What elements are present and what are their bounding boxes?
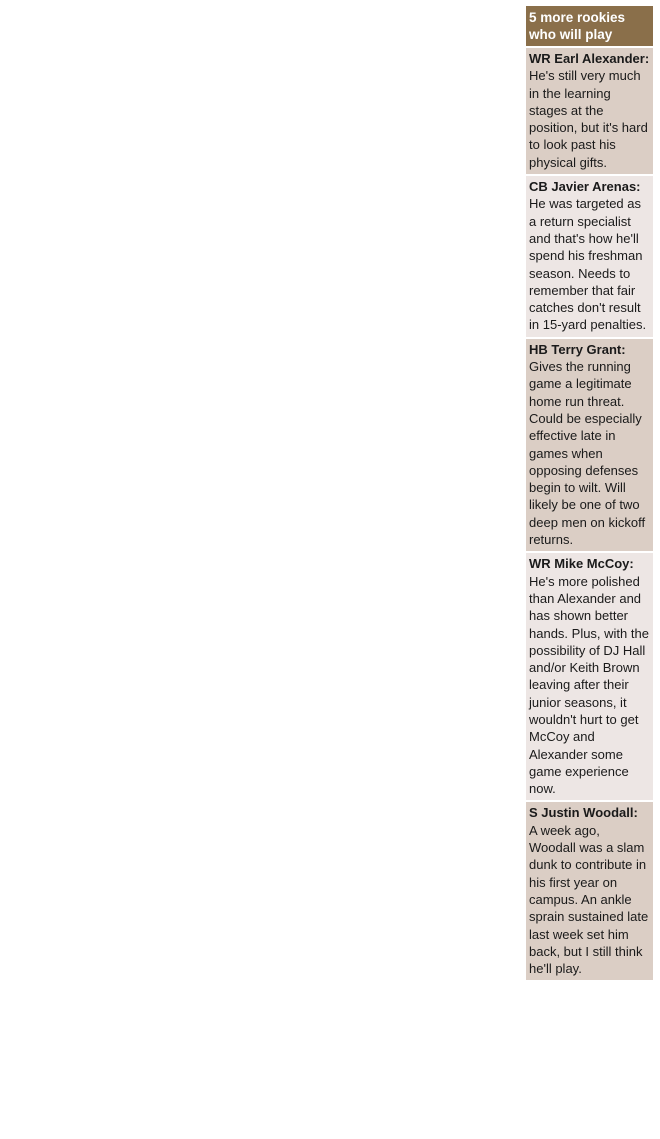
rookie-entry bbox=[526, 551, 653, 800]
rookie-name: WR Mike McCoy: bbox=[529, 556, 634, 572]
rookie-entry bbox=[526, 800, 653, 980]
rookie-entry bbox=[526, 174, 653, 337]
rookie-name: CB Javier Arenas: bbox=[529, 179, 641, 195]
rookie-name: S Justin Woodall: bbox=[529, 805, 638, 821]
rookie-description: A week ago, Woodall was a slam dunk to contribute in his first year on campus. An ankle sprain sustained late last week set him back, but I still think he'll play. bbox=[529, 822, 649, 977]
rookie-description: He's more polished than Alexander and has shown better hands. Plus, with the possibility of DJ Hall and/or Keith Brown leaving after their junior seasons, it wouldn't hurt to get McCoy and Alexander some game experience now. bbox=[529, 573, 649, 797]
rookie-description: He's still very much in the learning stages at the position, but it's hard to look past his physical gifts. bbox=[529, 68, 648, 170]
rookie-name: HB Terry Grant: bbox=[529, 341, 626, 357]
rookie-entry bbox=[526, 46, 653, 174]
rookie-name: WR Earl Alexander: bbox=[529, 51, 650, 66]
sidebar-title: 5 more rookies who will play bbox=[526, 6, 653, 46]
rookie-entry bbox=[526, 337, 653, 552]
rookie-description: He was targeted as a return specialist and that's how he'll spend his freshman season. Needs to remember that fair catches don't result in 15-yard penalties. bbox=[529, 196, 647, 333]
rookie-description: Gives the running game a legitimate home run threat. Could be especially effective late in games when opposing defenses begin to wilt. Will likely be one of two deep men on kickoff returns. bbox=[529, 359, 646, 548]
rookies-sidebar bbox=[526, 6, 653, 980]
